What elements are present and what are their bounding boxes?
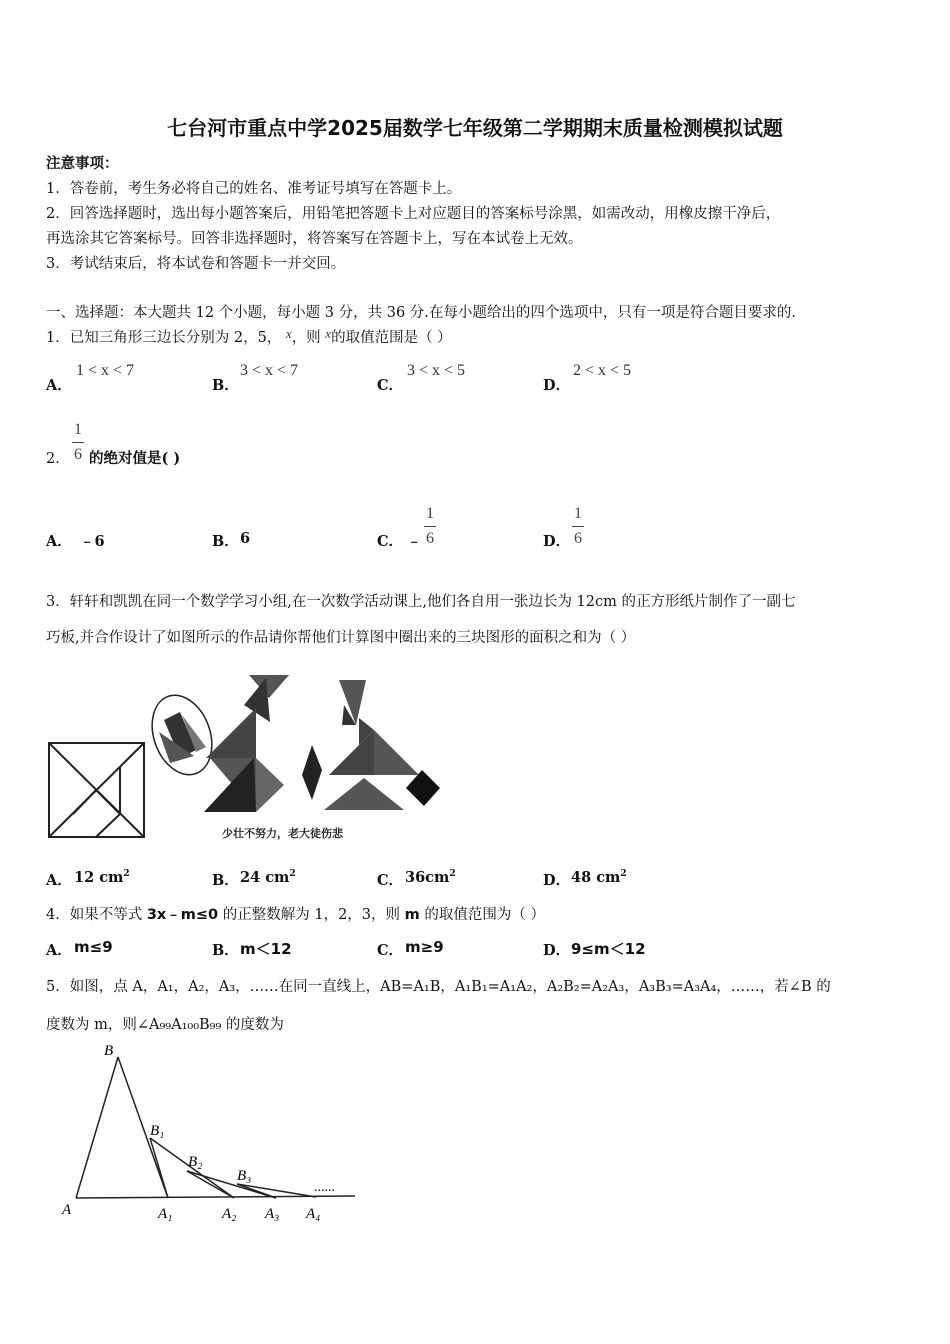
label-B3: B₃ [237,1168,252,1184]
q3-tangram-figure [44,660,444,845]
q2-option-c-denominator: 6 [426,530,434,547]
q2-option-d-denominator: 6 [574,530,582,547]
q2-option-c-fraction[interactable] [424,505,436,548]
q4-text-a: 如果不等式 [69,907,143,923]
q4-var-m: m [404,907,420,923]
tangram-square [49,743,144,837]
q4-option-c[interactable]: m≥9 [405,938,444,956]
q5-number: 5． [46,979,70,995]
label-B1: B₁ [150,1123,165,1139]
q1-option-b-label[interactable]: B． [212,377,239,394]
label-A4: A₄ [306,1206,321,1222]
q2-fraction-numerator: 1 [74,421,82,438]
q2-option-b-label[interactable]: B． [212,533,239,550]
page-title: 七台河市重点中学2025届数学七年级第二学期期末质量检测模拟试题 [167,116,783,140]
q5-line-2: 度数为 m，则∠A₉₉A₁₀₀B₉₉ 的度数为 [46,1017,284,1033]
label-A2: A₂ [222,1206,237,1222]
q1-number: 1． [46,330,70,346]
q5-line-1-text: 如图，点 A，A₁，A₂，A₃，……在同一直线上，AB=A₁B，A₁B₁=A₁A₂，A₂B₂=A₂A₃，A₃B₃=A₃A₄，……，若∠B 的 [69,979,831,995]
q4-option-c-label[interactable]: C． [377,942,404,959]
notice-line-3: 3．考试结束后，将本试卷和答题卡一并交回。 [46,256,346,272]
notice-line-2b: 再选涂其它答案标号。回答非选择题时，将答案写在答题卡上，写在本试卷上无效。 [46,231,583,247]
q4-number: 4． [46,907,70,923]
q2-option-c-sign[interactable]: ﹣ [407,533,422,550]
q3-option-d-text: 48 cm [571,869,621,886]
q3-option-d-sup: 2 [620,869,627,880]
notice-heading: 注意事项： [46,155,119,172]
label-dots: ...... [314,1180,335,1195]
q2-option-d-fraction[interactable] [572,505,584,548]
q2-option-c-bar [424,526,436,527]
q3-option-c-sup: 2 [449,869,456,880]
q3-option-b-text: 24 cm [240,869,290,886]
section-heading: 一、选择题：本大题共 12 个小题，每小题 3 分，共 36 分.在每小题给出的四个选项中，只有一项是符合题目要求的. [46,305,796,321]
q4-option-b[interactable]: m＜12 [240,940,292,958]
q1-text-b: ，则 [291,330,321,346]
q4-option-d-label[interactable]: D． [543,942,571,959]
tangram-caption: 少壮不努力，老大徒伤悲 [222,827,343,840]
q1-option-a-label[interactable]: A． [46,377,72,394]
q3-option-b-sup: 2 [289,869,296,880]
q4-stem [46,903,545,924]
q2-fraction-denominator: 6 [74,446,82,463]
q3-option-a-text: 12 cm [74,869,124,886]
q1-text-a: 已知三角形三边长分别为 2，5， [69,330,282,346]
q3-option-d-label[interactable]: D． [543,872,571,889]
q3-option-d[interactable] [571,869,627,886]
q1-text-c: 的取值范围是（ ） [331,330,452,346]
q3-option-c[interactable] [405,869,456,886]
q2-number: 2． [46,451,70,467]
q3-option-b[interactable] [240,869,296,886]
q5-lines [76,1057,355,1198]
q3-option-b-label[interactable]: B． [212,872,239,889]
q4-text-b: 的正整数解为 1，2，3，则 [222,907,401,923]
q1-option-a[interactable]: 1 < x < 7 [76,362,135,379]
q4-inequality: 3x﹣m≤0 [146,907,219,923]
q3-option-a-label[interactable]: A． [46,872,72,889]
label-B2: B₂ [188,1154,203,1170]
q3-option-c-text: 36cm [405,869,450,886]
q3-line-2: 巧板,并合作设计了如图所示的作品请你帮他们计算图中圈出来的三块图形的面积之和为（ ） [46,630,636,646]
q3-line-1 [46,590,796,611]
q2-option-a[interactable]: ﹣6 [80,533,105,550]
q3-line-1-text: 轩轩和凯凯在同一个数学学习小组,在一次数学活动课上,他们各自用一张边长为 12cm 的正方形纸片制作了一副七 [69,594,796,610]
q5-triangle-figure [60,1040,360,1225]
q1-var-x: x [285,326,292,341]
q2-option-d-numerator: 1 [574,505,582,522]
q1-option-d[interactable]: 2 < x < 5 [573,362,632,379]
q1-option-c-label[interactable]: C． [377,377,404,394]
q4-text-c: 的取值范围为（ ） [424,907,545,923]
q3-option-a-sup: 2 [123,869,130,880]
q2-fraction [72,421,84,464]
q3-option-a[interactable] [74,869,130,886]
q2-option-d-label[interactable]: D． [543,533,571,550]
label-A3: A₃ [265,1206,280,1222]
q1-option-d-label[interactable]: D． [543,377,571,394]
label-A: A [62,1202,72,1218]
q1-option-c[interactable]: 3 < x < 5 [407,362,466,379]
q4-option-a[interactable]: m≤9 [74,938,113,956]
tangram-person [204,675,289,812]
q1-var-x-2: x [325,326,332,341]
q2-option-b[interactable]: 6 [240,530,251,547]
q2-option-d-bar [572,526,584,527]
q2-option-c-label[interactable]: C． [377,533,404,550]
q2-fraction-bar [72,442,84,443]
label-B: B [104,1043,114,1059]
q2-option-a-label[interactable]: A． [46,533,72,550]
notice-line-2a: 2．回答选择题时，选出每小题答案后，用铅笔把答题卡上对应题目的答案标号涂黑，如需改动，用橡皮擦干净后， [46,206,781,222]
q4-option-a-label[interactable]: A． [46,942,72,959]
tangram-right-figure [302,680,440,810]
q3-number: 3． [46,594,70,610]
q2-text: 的绝对值是( ) [89,450,181,467]
q4-option-d[interactable]: 9≤m＜12 [571,940,646,958]
q2-option-c-numerator: 1 [426,505,434,522]
q3-option-c-label[interactable]: C． [377,872,404,889]
q1-option-b[interactable]: 3 < x < 7 [240,362,299,379]
q4-option-b-label[interactable]: B． [212,942,239,959]
label-A1: A₁ [158,1206,173,1222]
q1-stem [46,326,452,347]
notice-line-1: 1．答卷前，考生务必将自己的姓名、准考证号填写在答题卡上。 [46,181,462,197]
q5-line-1 [46,975,831,996]
circled-pieces [142,687,223,783]
